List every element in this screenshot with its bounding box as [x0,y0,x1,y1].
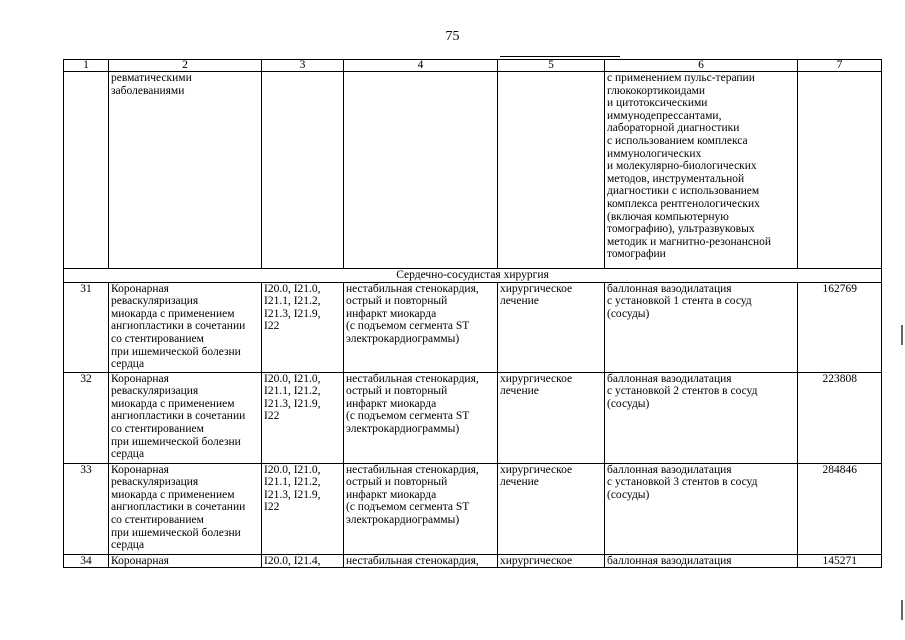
top-rule [500,56,620,57]
header-cell: 3 [262,60,344,72]
cell-method: баллонная вазодилатация с установкой 3 стентов в сосуд (сосуды) [605,463,798,554]
cell-num: 34 [64,554,109,568]
table-row [64,282,882,372]
cell-price: 162769 [798,282,882,372]
scan-edge-mark [901,600,903,620]
cell-num: 31 [64,282,109,372]
cell-codes: I20.0, I21.0, I21.1, I21.2, I21.3, I21.9, I22 [262,282,344,372]
cell-method: баллонная вазодилатация с установкой 1 стента в сосуд (сосуды) [605,282,798,372]
cell-codes: I20.0, I21.0, I21.1, I21.2, I21.3, I21.9, I22 [262,372,344,463]
cell-num: 32 [64,372,109,463]
cell-price: 145271 [798,554,882,568]
cell-method: с применением пульс-терапии глюкокортикоидами и цитотоксическими иммунодепрессантами, лабораторной диагностики с использованием комплекса иммунологических и молекулярно-биологических методов, инструментальной диагностики с использованием комплекса рентгенологических (включая компьютерную томографию), ультразвуковых методик и магнитно-резонансной томографии [605,72,798,269]
cell-num: 33 [64,463,109,554]
continuation-row [64,72,882,269]
procedures-table [63,59,882,568]
section-title: Сердечно-сосудистая хирургия [64,269,882,283]
header-cell: 6 [605,60,798,72]
cell-codes: I20.0, I21.4, [262,554,344,568]
table-row [64,554,882,568]
cell-name: ревматическими заболеваниями [109,72,262,269]
cell-num [64,72,109,269]
section-row [64,269,882,283]
header-cell: 4 [344,60,498,72]
cell-method: баллонная вазодилатация [605,554,798,568]
cell-price: 223808 [798,372,882,463]
header-cell: 1 [64,60,109,72]
cell-treatment: хирургическое лечение [498,372,605,463]
cell-method: баллонная вазодилатация с установкой 2 стентов в сосуд (сосуды) [605,372,798,463]
cell-model: нестабильная стенокардия, [344,554,498,568]
cell-price: 284846 [798,463,882,554]
cell-price [798,72,882,269]
scan-edge-mark [901,325,903,345]
cell-model: нестабильная стенокардия, острый и повторный инфаркт миокарда (с подъемом сегмента ST электрокардиограммы) [344,372,498,463]
cell-treatment: хирургическое лечение [498,282,605,372]
header-cell: 2 [109,60,262,72]
cell-model: нестабильная стенокардия, острый и повторный инфаркт миокарда (с подъемом сегмента ST электрокардиограммы) [344,463,498,554]
cell-model: нестабильная стенокардия, острый и повторный инфаркт миокарда (с подъемом сегмента ST электрокардиограммы) [344,282,498,372]
header-cell: 7 [798,60,882,72]
page-number: 75 [445,29,460,44]
cell-name: Коронарная реваскуляризация миокарда с применением ангиопластики в сочетании со стентированием при ишемической болезни сердца [109,463,262,554]
header-cell: 5 [498,60,605,72]
table-row [64,372,882,463]
cell-codes: I20.0, I21.0, I21.1, I21.2, I21.3, I21.9, I22 [262,463,344,554]
cell-name: Коронарная реваскуляризация миокарда с применением ангиопластики в сочетании со стентированием при ишемической болезни сердца [109,282,262,372]
cell-model [344,72,498,269]
cell-name: Коронарная реваскуляризация миокарда с применением ангиопластики в сочетании со стентированием при ишемической болезни сердца [109,372,262,463]
cell-codes [262,72,344,269]
table-row [64,463,882,554]
cell-treatment [498,72,605,269]
cell-treatment: хирургическое [498,554,605,568]
cell-name: Коронарная [109,554,262,568]
cell-treatment: хирургическое лечение [498,463,605,554]
header-row [64,60,882,72]
